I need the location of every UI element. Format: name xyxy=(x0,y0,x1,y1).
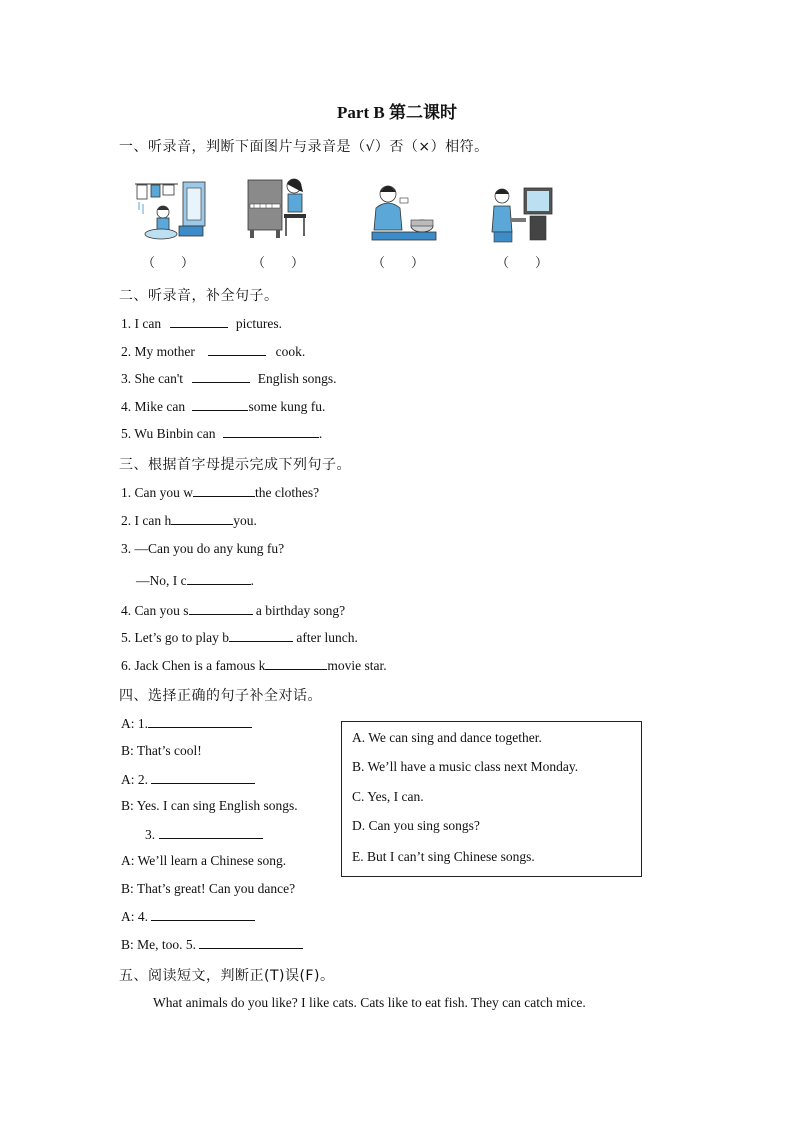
dialog-line-a2: A: 2. xyxy=(121,771,255,788)
picture-3-answer[interactable]: （ ） xyxy=(372,256,425,271)
section-2-heading: 二、听录音，补全句子。 xyxy=(119,288,279,304)
section-2-item-4: 4. Mike can some kung fu. xyxy=(121,399,326,414)
section-3-item-1: 1. Can you w the clothes? xyxy=(121,485,320,500)
option-a: A. We can sing and dance together. xyxy=(352,730,542,745)
answer-blank[interactable] xyxy=(193,484,255,497)
answer-blank[interactable] xyxy=(223,425,319,438)
girl-playing-piano-picture xyxy=(244,174,308,240)
answer-blank[interactable] xyxy=(170,315,228,328)
dialog-line-b1: B: That’s cool! xyxy=(121,743,202,758)
section-2-item-1: 1. I can pictures. xyxy=(121,316,282,331)
answer-blank[interactable] xyxy=(148,715,252,728)
section-3-heading: 三、根据首字母提示完成下列句子。 xyxy=(119,457,351,473)
answer-blank[interactable] xyxy=(189,602,253,615)
section-2-item-5: 5. Wu Binbin can . xyxy=(121,426,323,441)
answer-blank[interactable] xyxy=(171,512,233,525)
section-2-item-3: 3. She can't English songs. xyxy=(121,371,337,386)
dialog-line-b3: 3. xyxy=(145,826,263,843)
boy-using-computer-picture xyxy=(490,184,554,244)
reading-passage: What animals do you like? I like cats. Cats like to eat fish. They can catch mice. xyxy=(153,995,586,1010)
section-3-item-2: 2. I can h you. xyxy=(121,513,257,528)
answer-blank[interactable] xyxy=(192,398,248,411)
girl-washing-clothes-picture xyxy=(133,178,208,243)
section-2-item-2: 2. My mother cook. xyxy=(121,344,306,359)
page-title: Part B 第二课时 xyxy=(337,103,457,122)
section-4-heading: 四、选择正确的句子补全对话。 xyxy=(119,688,322,704)
dialog-line-b5: B: Me, too. 5. xyxy=(121,936,303,953)
section-3-item-3-reply: —No, I c . xyxy=(136,573,254,588)
answer-blank[interactable] xyxy=(208,343,266,356)
answer-blank[interactable] xyxy=(229,629,293,642)
answer-blank[interactable] xyxy=(187,572,251,585)
picture-1-answer[interactable]: （ ） xyxy=(142,256,195,271)
option-e: E. But I can’t sing Chinese songs. xyxy=(352,849,535,864)
picture-2-answer[interactable]: （ ） xyxy=(252,256,305,271)
dialog-line-a4: A: 4. xyxy=(121,908,255,925)
answer-blank[interactable] xyxy=(159,826,263,839)
dialog-line-a1: A: 1. xyxy=(121,715,252,732)
section-3-item-5: 5. Let’s go to play b after lunch. xyxy=(121,630,358,645)
option-b: B. We’ll have a music class next Monday. xyxy=(352,759,579,774)
section-3-item-4: 4. Can you s a birthday song? xyxy=(121,603,346,618)
section-3-item-6: 6. Jack Chen is a famous k movie star. xyxy=(121,658,387,673)
answer-blank[interactable] xyxy=(265,657,327,670)
dialog-line-b2: B: Yes. I can sing English songs. xyxy=(121,798,298,813)
picture-4-answer[interactable]: （ ） xyxy=(496,256,549,271)
section-1-heading: 一、听录音，判断下面图片与录音是（√）否（×）相符。 xyxy=(119,139,489,155)
option-d: D. Can you sing songs? xyxy=(352,818,480,833)
answer-blank[interactable] xyxy=(151,908,255,921)
dialog-line-a3: A: We’ll learn a Chinese song. xyxy=(121,853,287,868)
section-5-heading: 五、阅读短文，判断正(T)误(F)。 xyxy=(119,968,335,984)
answer-blank[interactable] xyxy=(199,936,303,949)
section-3-item-3: 3. —Can you do any kung fu? xyxy=(121,541,285,556)
answer-blank[interactable] xyxy=(192,370,250,383)
answer-blank[interactable] xyxy=(151,771,255,784)
option-c: C. Yes, I can. xyxy=(352,789,424,804)
dialog-line-b4: B: That’s great! Can you dance? xyxy=(121,881,296,896)
options-box xyxy=(341,721,642,877)
woman-cooking-picture xyxy=(370,180,438,242)
